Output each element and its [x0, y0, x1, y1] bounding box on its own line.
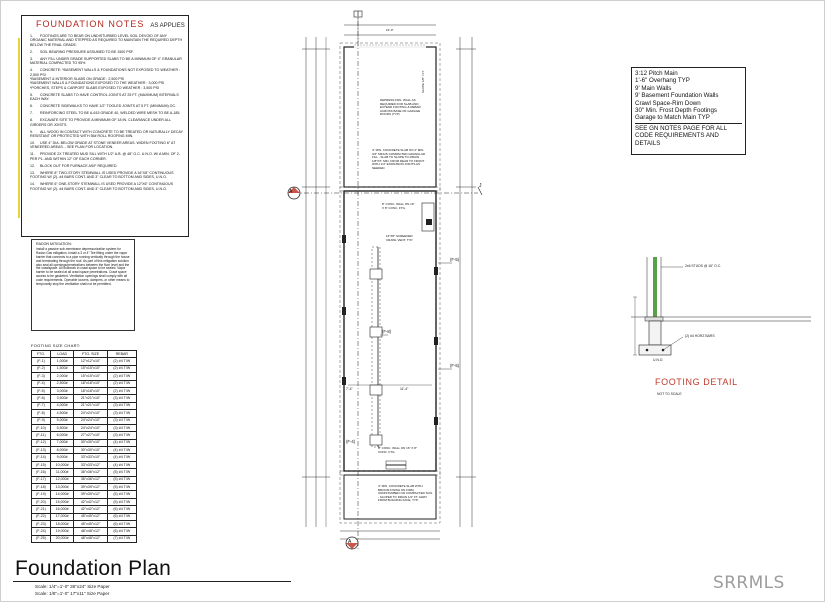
table-cell: 9,000#	[50, 454, 74, 461]
table-row	[32, 454, 137, 461]
note-number: 4.	[30, 68, 33, 73]
table-cell: (5) #4 T/W	[107, 484, 136, 491]
table-row	[32, 447, 137, 454]
note-number: 5.	[30, 92, 33, 97]
table-row	[32, 498, 137, 505]
table-cell: (F-22)	[32, 513, 51, 520]
table-cell: (F-7)	[32, 402, 51, 409]
section-tag-bottom-label: A	[348, 539, 352, 545]
table-cell: 15"x15"x10"	[74, 365, 107, 372]
note-item	[30, 111, 184, 115]
note-conc-wall-top: 8" CONC. WALL ON 16" X 8" CONC. FTG.	[382, 202, 415, 210]
spec-line: 1'-6" Overhang TYP	[635, 77, 690, 85]
note-item	[30, 34, 184, 47]
label-f5-lower: (F-5)	[450, 363, 460, 368]
table-cell: (2) #4 T/W	[107, 380, 136, 387]
table-cell: (F-21)	[32, 506, 51, 513]
note-text: REINFORCING STEEL TO BE A-615 GRADE 40, WELDED WIRE MESH TO BE A-185.	[40, 111, 181, 116]
table-cell: (2) #4 T/W	[107, 365, 136, 372]
table-cell: 14,000#	[50, 491, 74, 498]
notes-title	[36, 19, 185, 29]
table-cell: (2) #4 T/W	[107, 358, 136, 365]
table-cell: 24"x24"x10"	[74, 424, 107, 431]
table-cell: 18,000#	[50, 520, 74, 527]
note-number: 2.	[30, 49, 33, 54]
label-f4: (F-4)	[346, 439, 356, 444]
spec-line: 30" Min. Frost Depth Footings	[635, 107, 717, 115]
title-underline	[13, 581, 291, 582]
table-cell: 42"x42"x12"	[74, 506, 107, 513]
label-f5-upper: (F-5)	[450, 257, 460, 262]
note-item	[30, 50, 184, 54]
table-cell: 12,000#	[50, 476, 74, 483]
table-cell: (2) #4 T/W	[107, 373, 136, 380]
table-cell: (F-17)	[32, 476, 51, 483]
note-item	[30, 118, 184, 127]
spec-line: Crawl Space-Rim Down	[635, 99, 701, 107]
spec-line: 9' Main Walls	[635, 84, 672, 92]
table-cell: 20,000#	[50, 535, 74, 542]
table-cell: (F-2)	[32, 365, 51, 372]
dimension-left: 7'-4"	[346, 387, 353, 391]
note-number: 1.	[30, 34, 33, 38]
table-cell: 8,000#	[50, 447, 74, 454]
note-number: 9.	[30, 129, 33, 134]
table-cell: 13,000#	[50, 484, 74, 491]
table-row	[32, 469, 137, 476]
table-cell: (6) #4 T/W	[107, 528, 136, 535]
note-number: 8.	[30, 118, 33, 123]
note-item	[30, 130, 184, 139]
note-number: 10.	[30, 141, 35, 146]
detail-note-studs: 2x6 STUDS @ 16" O.C.	[685, 264, 722, 268]
spec-box	[631, 67, 746, 155]
table-cell: (5) #4 T/W	[107, 491, 136, 498]
table-cell: 12"x12"x10"	[74, 358, 107, 365]
table-cell: 18"x18"x10"	[74, 380, 107, 387]
note-number: 12.	[30, 163, 35, 168]
note-porch-slab: 4" MIN. CONCRETE SLAB WITH BROOM FINISH ON FIRM, UNDISTURBED OR COMPACTED SOIL - SLOPED TO DRAIN 1/4" FT. AWAY FROM BUILDING FACE, TYP.	[378, 484, 433, 503]
table-cell: (F-19)	[32, 491, 51, 498]
note-item	[30, 141, 184, 150]
table-row	[32, 424, 137, 431]
table-cell: (F-13)	[32, 447, 51, 454]
table-cell: (4) #4 T/W	[107, 439, 136, 446]
table-cell: 4,000#	[50, 402, 74, 409]
table-cell: 3,000#	[50, 387, 74, 394]
note-text: CONCRETE: *BASEMENT WALLS & FOUNDATIONS NOT EXPOSED TO WEATHER : 2,500 PSI *BASEMENT & INTERIOR SLABS ON GRADE : 2,500 PSI *BASEMENT WALLS & FOUNDATIONS EXPOSED TO THE WEATHER : 3,000 PSI *PORCHES, STEPS & CARPORT SLABS EXPOSED TO WEATHER : 3,500 PSI	[30, 68, 181, 90]
watermark-logo: SRRMLS	[713, 573, 785, 593]
note-text: ALL WOOD IN CONTACT WITH CONCRETE TO BE TREATED OR NATURALLY DECAY RESISTANT OR PROTECTED WITH 55# ROLL ROOFING MIN.	[30, 129, 184, 139]
footing-detail-svg	[631, 237, 816, 377]
notes-list	[30, 34, 184, 194]
table-row	[32, 373, 137, 380]
table-cell: 21"x21"x10"	[74, 395, 107, 402]
section-tag-left-label: A	[289, 189, 293, 195]
dimension-top: 16'-0"	[386, 28, 394, 32]
table-row	[32, 528, 137, 535]
table-row	[32, 387, 137, 394]
table-cell: 21"x21"x10"	[74, 402, 107, 409]
footing-chart-header-row	[32, 351, 137, 358]
table-cell: 39"x39"x12"	[74, 484, 107, 491]
footing-chart-header-cell: FTG. SIZE	[74, 351, 107, 358]
table-cell: (F-5)	[32, 387, 51, 394]
table-row	[32, 365, 137, 372]
table-cell: 45"x45"x12"	[74, 513, 107, 520]
table-cell: (F-1)	[32, 358, 51, 365]
table-cell: (F-4)	[32, 380, 51, 387]
table-cell: 10,000#	[50, 461, 74, 468]
table-cell: (F-23)	[32, 520, 51, 527]
table-cell: (2) #4 T/W	[107, 387, 136, 394]
spec-line: SEE GN NOTES PAGE FOR ALL CODE REQUIREMENTS AND DETAILS	[635, 123, 742, 147]
note-item	[30, 182, 184, 191]
foundation-notes-block	[21, 15, 189, 237]
footing-detail	[631, 237, 816, 407]
note-item	[30, 57, 184, 66]
table-row	[32, 358, 137, 365]
table-cell: (3) #4 T/W	[107, 402, 136, 409]
table-row	[32, 535, 137, 542]
table-cell: 2,500#	[50, 380, 74, 387]
note-item	[30, 164, 184, 168]
note-text: FOOTINGS ARE TO BEAR ON UNDISTURBED LEVEL SOIL DEVOID OF ANY ORGANIC MATERIAL AND STEPPED AS REQUIRED TO MAINTAIN THE REQUIRED DEPTH BELOW THE FINAL GRADE.	[30, 34, 184, 47]
table-cell: (5) #4 T/W	[107, 476, 136, 483]
note-text: SOIL BEARING PRESSURE ASSUMED TO BE 1500 PSF.	[40, 49, 134, 54]
note-crawl-vent: 16"X8" SCREENED CRAWL VENT, TYP.	[386, 234, 414, 242]
table-cell: 30"x30"x10"	[74, 447, 107, 454]
note-text: CONCRETE SIDEWALKS TO HAVE 1/2" TOOLED JOINTS AT 5 FT. (MINIMUM) OC.	[40, 104, 177, 109]
table-cell: (F-16)	[32, 469, 51, 476]
note-slope: SLOPE 1/8" / FT.	[421, 70, 425, 93]
table-cell: (F-6)	[32, 395, 51, 402]
table-cell: 6,000#	[50, 432, 74, 439]
note-number: 3.	[30, 56, 33, 61]
table-cell: (F-12)	[32, 439, 51, 446]
table-cell: 3,500#	[50, 395, 74, 402]
table-cell: (6) #4 T/W	[107, 513, 136, 520]
radon-text: Install a passive sub-membrane depressurization system for Radon Gas mitigation. Install a 3 or 4" Tee fitting under the vapor barrier that connects to a pipe running vertically through the house and terminating through the roof. As part of this mitigation solution also seal all openings/penetrations between the floor level and the the crawlspace. All ductwork in crawl space to be sealed. Vapor barrier to be sealed at all crawl space penetrations. Crawl space access to be gasketed. Ventilation openings shall comply with all code requirements. Operable louvers, dampers, or other means to temporarily stop the ventilation shall not be permitted.	[36, 246, 130, 287]
table-cell: 15"x15"x10"	[74, 373, 107, 380]
note-item	[30, 171, 184, 180]
table-cell: 15,000#	[50, 498, 74, 505]
radon-title: RADON MITIGATION:	[36, 242, 72, 246]
note-text: WHERE 8" TWO-STORY STEMWALL IS USED PROVIDE A 16"X8" CONTINUOUS FOOTING W/ (2)- #4 BARS CONT. AND 3" CLEAR TO BOTTOM AND SIDES, U.N.O.	[30, 170, 175, 180]
table-row	[32, 380, 137, 387]
table-cell: 2,000#	[50, 373, 74, 380]
table-cell: (3) #4 T/W	[107, 417, 136, 424]
note-text: PROVIDE 2X TREATED MUD SILL WITH 1/2" A.B. @ 48" O.C. U.N.O. W/ A MIN. OF 2-PER PL. AND WITHIN 12" OF EACH CORNER.	[30, 152, 180, 161]
table-cell: (5) #4 T/W	[107, 498, 136, 505]
table-cell: (3) #4 T/W	[107, 410, 136, 417]
foundation-plan-drawing	[282, 7, 488, 555]
detail-note-uno: U.N.O.	[653, 358, 664, 362]
table-cell: 27"x27"x10"	[74, 432, 107, 439]
table-cell: (F-10)	[32, 424, 51, 431]
plan-svg	[282, 7, 488, 555]
table-cell: (3) #4 T/W	[107, 424, 136, 431]
dimension-inner: 11'-4"	[400, 387, 409, 391]
radon-mitigation-block	[31, 239, 135, 331]
footing-chart-header-cell: REBAR	[107, 351, 136, 358]
table-cell: 4,500#	[50, 410, 74, 417]
table-cell: (3) #4 T/W	[107, 395, 136, 402]
table-cell: (F-11)	[32, 432, 51, 439]
notes-subtitle: AS APPLIES	[150, 23, 185, 29]
note-text: EXCAVATE SITE TO PROVIDE A MINIMUM OF 18 IN. CLEARANCE UNDER ALL GIRDERS OR JOISTS.	[30, 118, 172, 127]
table-row	[32, 417, 137, 424]
footing-chart-table	[31, 350, 137, 543]
table-cell: 48"x48"x12"	[74, 528, 107, 535]
table-cell: (F-20)	[32, 498, 51, 505]
footing-chart-header-cell: LOAD	[50, 351, 74, 358]
table-cell: 36"x36"x12"	[74, 469, 107, 476]
table-cell: (7) #4 T/W	[107, 535, 136, 542]
table-cell: 39"x39"x12"	[74, 491, 107, 498]
footing-detail-subtitle: NOT TO SCALE	[657, 392, 682, 396]
note-number: 13.	[30, 170, 35, 175]
table-cell: 1,500#	[50, 365, 74, 372]
table-cell: 48"x48"x12"	[74, 535, 107, 542]
note-item	[30, 152, 184, 161]
spec-line: 9' Basement Foundation Walls	[635, 92, 719, 100]
table-cell: 36"x36"x12"	[74, 476, 107, 483]
note-number: 7.	[30, 111, 33, 116]
table-cell: (6) #4 T/W	[107, 520, 136, 527]
table-cell: 33"x33"x12"	[74, 461, 107, 468]
note-number: 6.	[30, 104, 33, 109]
footing-size-chart	[31, 343, 137, 543]
table-cell: 18"x18"x10"	[74, 387, 107, 394]
table-cell: 1,000#	[50, 358, 74, 365]
table-cell: (4) #4 T/W	[107, 454, 136, 461]
table-cell: 5,500#	[50, 424, 74, 431]
note-number: 14.	[30, 182, 35, 187]
note-item	[30, 104, 184, 108]
table-row	[32, 513, 137, 520]
table-row	[32, 506, 137, 513]
note-conc-wall-bottom: 8" CONC. WALL ON 16" X 8" CONC. FTG.	[378, 446, 417, 454]
table-cell: (F-8)	[32, 410, 51, 417]
label-f8: (F-8)	[382, 329, 392, 334]
table-cell: 24"x24"x10"	[74, 417, 107, 424]
footing-detail-title: FOOTING DETAIL	[655, 377, 738, 387]
table-row	[32, 395, 137, 402]
table-cell: 45"x45"x12"	[74, 520, 107, 527]
scale-line-2: Scale: 1/8"=1'-0" 17"x11" Size Paper	[35, 591, 110, 596]
detail-note-bars: (2) #4 HORZ BARS	[685, 334, 715, 338]
table-cell: 17,000#	[50, 513, 74, 520]
table-cell: 5,000#	[50, 417, 74, 424]
notes-title-text: FOUNDATION NOTES	[36, 19, 145, 29]
table-row	[32, 410, 137, 417]
table-cell: (F-18)	[32, 484, 51, 491]
table-cell: 11,000#	[50, 469, 74, 476]
note-text: USE 4" DIA. BELOW GRADE AT STONE VENEER AREAS. WIDEN FOOTING 6" AT VENEERED AREAS. - SEE PLAN FOR LOCATION.	[30, 141, 177, 150]
spec-line: 3:12 Pitch Main	[635, 70, 678, 77]
table-cell: 33"x33"x10"	[74, 454, 107, 461]
note-item	[30, 68, 184, 90]
note-text: CONCRETE SLABS TO HAVE CONTROL JOINTS AT 25 FT. (MAXIMUM) INTERVALS EACH WAY.	[30, 92, 180, 102]
table-cell: 42"x42"x12"	[74, 498, 107, 505]
note-item	[30, 93, 184, 102]
table-cell: (F-3)	[32, 373, 51, 380]
table-row	[32, 520, 137, 527]
note-depress-fdn-wall: DEPRESS FDN. WALL AS REQUIRED FOR SLAB AND EXTEND FOOTING & REBAR ACROSS BASE OF GARAGE DOORS (TYP)	[380, 98, 421, 117]
table-row	[32, 476, 137, 483]
note-number: 11.	[30, 152, 35, 157]
table-row	[32, 461, 137, 468]
note-text: ANY FILL UNDER GRADE SUPPORTED SLABS TO BE A MINIMUM OF 4" GRANULAR MATERIAL COMPACTED TO 95%	[30, 56, 183, 66]
table-cell: 30"x30"x10"	[74, 439, 107, 446]
scale-line-1: Scale: 1/4"=1'-0" 36"x24" Size Paper	[35, 584, 110, 589]
spec-line: Garage to Match Main TYP	[635, 114, 710, 122]
footing-chart-body	[32, 358, 137, 543]
table-cell: (F-24)	[32, 528, 51, 535]
highlight-marker	[18, 38, 28, 218]
note-text: BLOCK OUT FOR FURNACE AS/F REQUIRED.	[40, 163, 118, 168]
marker-j: J	[479, 183, 482, 189]
table-row	[32, 402, 137, 409]
table-cell: (6) #4 T/W	[107, 506, 136, 513]
table-cell: (3) #4 T/W	[107, 432, 136, 439]
table-cell: (F-25)	[32, 535, 51, 542]
table-cell: (4) #4 T/W	[107, 461, 136, 468]
table-cell: (5) #4 T/W	[107, 469, 136, 476]
table-row	[32, 491, 137, 498]
table-row	[32, 484, 137, 491]
footing-chart-header-cell: FTG.	[32, 351, 51, 358]
table-row	[32, 439, 137, 446]
footing-chart-title: FOOTING SIZE CHART:	[31, 343, 81, 348]
table-cell: 7,000#	[50, 439, 74, 446]
table-cell: 19,000#	[50, 528, 74, 535]
note-text: WHERE 6" ONE-STORY STEMWALL IS USED PROVIDE A 12"X6" CONTINUOUS FOOTING W/ (2)- #4 BARS CONT. AND 3" CLEAR TO BOTTOM AND SIDES, U.N.O.	[30, 182, 174, 191]
table-cell: (4) #4 T/W	[107, 447, 136, 454]
table-cell: (F-14)	[32, 454, 51, 461]
table-cell: (F-15)	[32, 461, 51, 468]
sheet-title: Foundation Plan	[15, 557, 171, 580]
table-cell: 24"x24"x10"	[74, 410, 107, 417]
table-cell: (F-9)	[32, 417, 51, 424]
note-garage-slab: 4" MIN. CONCRETE SLAB ON 4" MIN. 3/4" MINUS COMPACTED GRANULAR FILL - SLAB TO SLOPE TO DRAIN 1/8"/FT. MIN. FROM REAR TO FRONT WITH 1/4" EXPANSION JOINTS AS NEEDED	[372, 148, 426, 170]
table-cell: 16,000#	[50, 506, 74, 513]
table-row	[32, 432, 137, 439]
